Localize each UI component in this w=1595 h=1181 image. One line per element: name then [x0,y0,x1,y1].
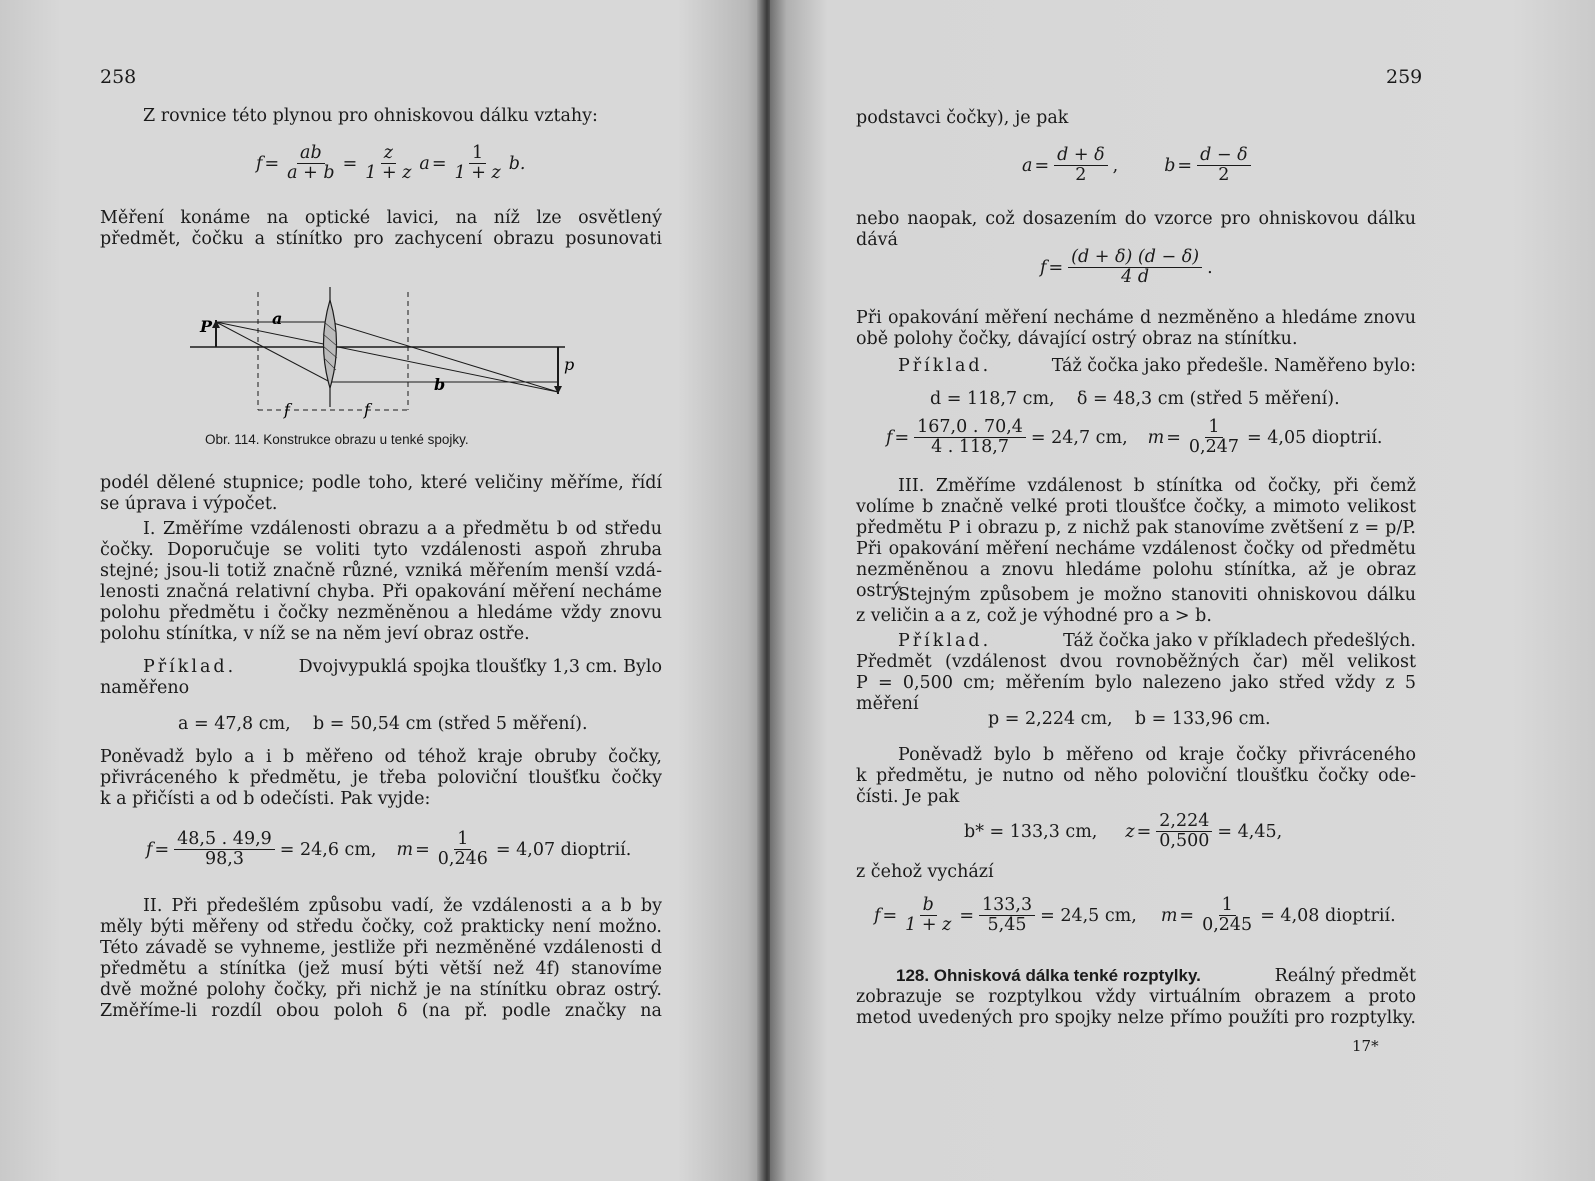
lens-diagram [180,282,600,422]
example-3-line-3: P = 0,500 cm; měřením bylo nalezeno jako střed vždy z 5 měření [856,673,1416,714]
para-3-line-1: I. Změříme vzdálenosti obrazu a a předmětu b od středu [143,519,662,539]
example-2-line: Příklad. Táž čočka jako předešle. Naměřeno bylo: [898,356,1416,376]
right-para-1-line-1: nebo naopak, což dosazením do vzorce pro ohniskovou dálku [856,209,1416,229]
para-3-line-5: polohu předmětu i čočky nezměněnou a hledáme vždy znovu [100,603,662,623]
para-5-line-3: Této závadě se vyhneme, jestliže při nezměněné vzdálenosti d [100,938,662,958]
right-para-5-line-1: Poněvadž bylo b měřeno od kraje čočky přivráceného [898,745,1416,765]
section-128-line-2: zobrazuje se rozptylkou vždy virtuálním obrazem a proto [856,987,1416,1007]
intro-line: Z rovnice této plynou pro ohniskovou dálku vztahy: [143,106,598,126]
right-para-4-line-1: Stejným způsobem je možno stanoviti ohniskovou dálku [898,585,1416,605]
right-para-3-line-3: předmětu P i obrazu p, z nichž pak stanovíme zvětšení z = p/P. [856,518,1416,538]
para-4-line-2: přivráceného k předmětu, je třeba poloviční tloušťku čočky [100,768,662,788]
whence-line: z čehož vychází [856,862,994,882]
para-3-line-2: čočky. Doporučuje se voliti tyto vzdálenosti aspoň zhruba [100,540,662,560]
label-object-P: P [200,317,213,336]
measurement-3: p = 2,224 cm, b = 133,96 cm. [988,709,1271,729]
para-4-line-3: k a přičísti a od b odečísti. Pak vyjde: [100,789,431,809]
right-para-3-line-4: Při opakování měření necháme vzdálenost čočky od předmětu [856,539,1416,559]
right-para-2-line-2: obě polohy čočky, dávající ostrý obraz na stínítku. [856,329,1298,349]
label-a: a [272,309,283,328]
signature-mark: 17* [1352,1037,1379,1055]
example-3-line-2: Předmět (vzdálenost dvou rovnoběžných čar) měl velikost [856,652,1416,672]
right-line-1: podstavci čočky), je pak [856,108,1069,128]
equation-result-2: f = $\frac{167,0 . 70,4}{4 . 118,7}$ = 24,7 cm, m = $\frac{1}{0,247}$ = 4,05 dioptrií. [886,417,1383,457]
example-3-line-1: Příklad. Táž čočka jako v příkladech předešlých. [898,631,1416,651]
para-5-line-4: předmětu a stínítka (jež musí býti větší než 4f) stanovíme [100,959,662,979]
section-heading: 128. Ohnisková dálka tenké rozptylky. [896,966,1201,985]
page-number-right: 259 [1386,66,1423,88]
right-para-2-line-1: Při opakování měření necháme d nezměněno a hledáme znovu [856,308,1416,328]
label-image-p: p [564,355,575,374]
equation-result-3: f = $\frac{b}{1 + z}$ = $\frac{133,3}{5,45}$ = 24,5 cm, m = $\frac{1}{0,245}$ = 4,08 dioptrií. [874,895,1396,935]
para-5-line-2: měly býti měřeny od středu čočky, což prakticky není možno. [100,917,662,937]
figure-caption: Obr. 114. Konstrukce obrazu u tenké spojky. [205,432,469,447]
equation-focal-relations: f = $\frac{ab}{a + b}$ = $\frac{z}{1 + z}$ a = $\frac{1}{1 + z}$ b. [256,143,526,183]
para-1-line-2: předmět, čočku a stínítko pro zachycení obrazu posunovati [100,229,662,249]
right-para-3-line-2: volíme b značně velké proti tloušťce čočky, a mimoto velikost [856,497,1416,517]
equation-f-displacement: f = $\frac{(d + \delta) (d - \delta)}{4 d}$ . [1040,247,1213,287]
page-number-left: 258 [100,66,137,88]
example-1-line-2: naměřeno [100,678,190,698]
section-128-heading-line: 128. Ohnisková dálka tenké rozptylky. Reálný předmět [896,966,1416,986]
right-para-5-line-2: k předmětu, je nutno od něho poloviční tloušťku čočky ode- [856,766,1416,786]
para-5-line-1: II. Při předešlém způsobu vadí, že vzdálenosti a a b by [143,896,662,916]
right-para-3-line-1: III. Změříme vzdálenost b stínítka od čočky, při čemž [898,476,1416,496]
para-1-line-1: Měření konáme na optické lavici, na níž lze osvětlený [100,208,662,228]
equation-a-b: a = $\frac{d + \delta}{2}$ , b = $\frac{d - \delta}{2}$ [1022,146,1254,185]
para-5-line-6: Změříme-li rozdíl obou poloh δ (na př. podle značky na [100,1001,662,1021]
equation-result-1: f = $\frac{48,5 . 49,9}{98,3}$ = 24,6 cm, m = $\frac{1}{0,246}$ = 4,07 dioptrií. [146,829,632,869]
para-4-line-1: Poněvadž bylo a i b měřeno od téhož kraje obruby čočky, [100,747,662,767]
measurement-2: d = 118,7 cm, δ = 48,3 cm (střed 5 měření). [930,389,1340,409]
para-2-line-2: se úprava i výpočet. [100,494,278,514]
equation-magnification: b* = 133,3 cm, z = $\frac{2,224}{0,500}$ = 4,45, [964,811,1283,851]
example-1-line-1: Příklad. Dvojvypuklá spojka tloušťky 1,3 cm. Bylo [143,657,662,677]
para-3-line-4: lenosti značná relativní chyba. Při opakování měření necháme [100,582,662,602]
label-f-1: f [284,400,290,419]
left-page [0,0,770,1181]
para-5-line-5: dvě možné polohy čočky, při nichž je na stínítku obraz ostrý. [100,980,662,1000]
right-para-3-line-5: nezměněnou a znovu hledáme polohu stínítka, až je obraz ostrý. [856,560,1416,601]
right-para-5-line-3: čísti. Je pak [856,787,960,807]
section-128-line-3: metod uvedených pro spojky nelze přímo použíti pro rozptylky. [856,1008,1416,1028]
para-3-line-3: stejné; jsou-li totiž značně různé, vzniká měřením menší vzdá- [100,561,662,581]
para-2-line-1: podél dělené stupnice; podle toho, které veličiny měříme, řídí [100,473,662,493]
label-f-2: f [364,400,370,419]
measurement-1: a = 47,8 cm, b = 50,54 cm (střed 5 měření). [178,714,588,734]
label-b: b [434,375,446,394]
right-para-1-line-2: dává [856,230,898,250]
right-para-4-line-2: z veličin a a z, což je výhodné pro a > b. [856,606,1212,626]
para-3-line-6: polohu stínítka, v níž se na něm jeví obraz ostře. [100,624,530,644]
right-page [770,0,1595,1181]
